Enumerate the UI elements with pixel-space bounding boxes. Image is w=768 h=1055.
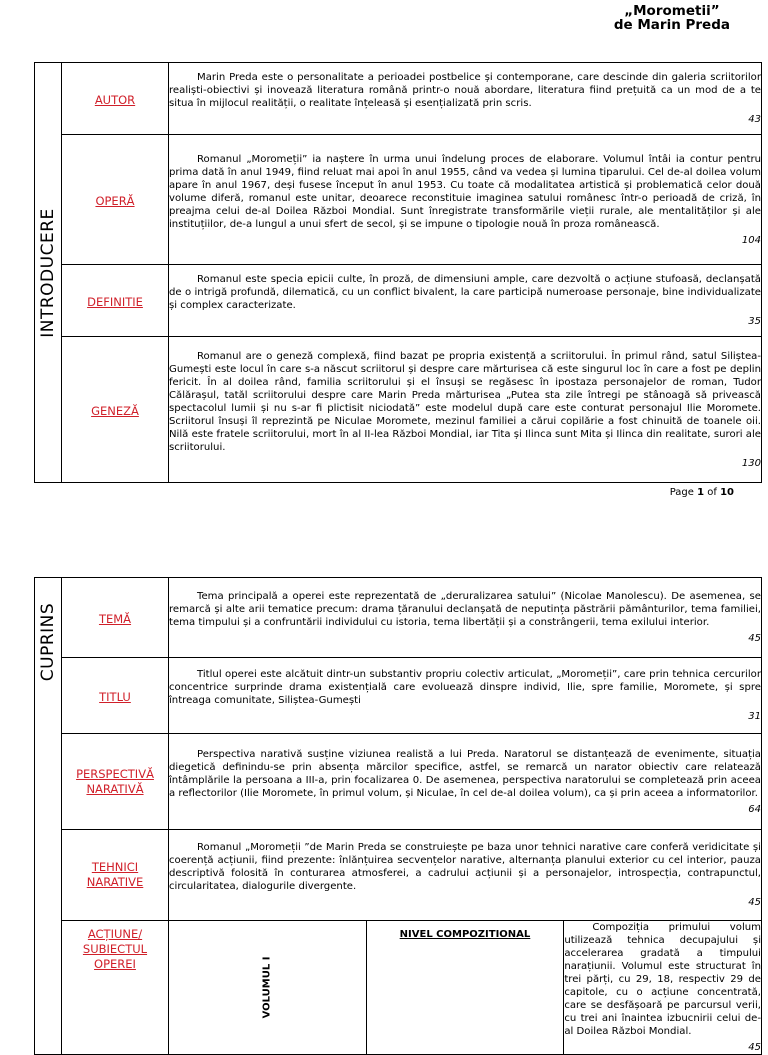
- row-label-cell: [62, 63, 169, 135]
- row-content: [169, 734, 762, 830]
- row-label[interactable]: ACȚIUNE/ SUBIECTUL OPEREI: [82, 927, 148, 971]
- row-label-cell: [62, 921, 169, 1055]
- row-label-cell: [62, 830, 169, 921]
- row-content: [169, 337, 762, 483]
- row-label[interactable]: DEFINITIE: [87, 295, 143, 309]
- side-label-introducere: INTRODUCERE: [38, 207, 59, 338]
- row-content: [169, 658, 762, 734]
- row-text: Romanul este specia epicii culte, în proză, de dimensiuni ample, care dezvoltă o acțiune stufoasă, declanșată de o intrigă profundă, dilematică, cu un conflict bivalent, la care participă numeroase personaje, bine individualizate și complex caracterizate.: [169, 274, 761, 311]
- row-label[interactable]: TEMĂ: [98, 612, 132, 626]
- row-text: Compoziția primului volum utilizează tehnica decupajului și accelerarea gradată a timpului narațiunii. Volumul este structurat în trei părți, cu 29, 18, respectiv 29 de capitole, cu o acțiune concentrată, care se desfășoară pe parcursul verii, cu trei ani înaintea izbucnirii celui de-al Doilea Război Mondial.: [564, 922, 761, 1037]
- word-count: 45: [748, 1042, 761, 1053]
- row-text: Tema principală a operei este reprezentată de „deruralizarea satului” (Nicolae Manolescu). De asemenea, se remarcă și alte arii tematice precum: drama țăranului declanșată de neputința păstrării pământurilor, tema familiei, tema timpului și a confruntării individului cu istoria, tema libertății și a constrângerii, tema exilului interior.: [169, 591, 761, 628]
- row-label-cell: [62, 658, 169, 734]
- row-label[interactable]: OPERĂ: [95, 194, 135, 208]
- word-count: 45: [748, 897, 761, 908]
- word-count: 64: [748, 803, 761, 815]
- row-content: [169, 135, 762, 265]
- document-title: [614, 4, 730, 32]
- level-cell: [366, 921, 564, 1055]
- row-label[interactable]: TITLU: [99, 690, 131, 704]
- volume-cell: [169, 921, 367, 1055]
- row-content: [169, 265, 762, 337]
- row-label-cell: [62, 578, 169, 658]
- side-column: [35, 578, 62, 1055]
- word-count: 35: [748, 316, 761, 327]
- row-text: Perspectiva narativă susține viziunea realistă a lui Preda. Naratorul se distanțează de evenimente, situația diegetică definindu-se prin absența mărcilor specifice, astfel, se remarcă un narator obiectiv care relatează întâmplările la persoana a III-a, prin focalizarea 0. De asemenea, perspectiva naratorului se completează prin aceea a reflectorilor (Ilie Moromete, în primul volum, și Niculae, în cel de-al doilea volum), ca și prin aceea a informatorilor.: [169, 748, 761, 799]
- row-label-cell: [62, 337, 169, 483]
- word-count: 104: [741, 234, 761, 246]
- row-label[interactable]: AUTOR: [94, 93, 136, 107]
- cuprins-table: [34, 577, 762, 1055]
- row-content: [564, 921, 762, 1055]
- level-label: NIVEL COMPOZITIONAL: [399, 929, 531, 940]
- row-content: [169, 578, 762, 658]
- word-count: 31: [748, 711, 761, 722]
- row-text: Romanul „Moromeții” ia naștere în urma unui îndelung proces de elaborare. Volumul întâi ia contur pentru prima dată în anul 1949, fiind reluat mai apoi în anul 1955, când va vedea și lumina tiparului. Cel de-al doilea volum apare în anul 1967, deși fusese început în anul 1953. Cu toate că modalitatea artistică și problematică celor două volume diferă, romanul este unitar, deoarece reconstituie imaginea satului românesc într-o perioadă de criză, în preajma celui de-al Doilea Război Mondial. Sunt înregistrate transformările vieții rurale, ale mentalităților și ale instituțiilor, de-a lungul a unui sfert de secol, și se impune o tipologie nouă în proza românească.: [169, 153, 761, 230]
- row-content: [169, 63, 762, 135]
- row-text: Romanul are o geneză complexă, fiind bazat pe propria existență a scriitorului. În primul rând, satul Siliștea-Gumești este locul în care s-a născut scriitorul și despre care mărturisea că este singurul loc în care a fost pe deplin fericit. În al doilea rând, familia scriitorului și el însuși se regăsesc în ipostaza personajelor de roman, Tudor Călărașul, tatăl scriitorului despre care Marin Preda mărturisea „Putea sta zile întregi pe stânoagă să privească spectacolul lumii și nu s-ar fi plictisit niciodată” este modelul după care este conturat personajul Ilie Moromete. Scriitorul însuși îl reprezintă pe Niculae Moromete, mezinul familiei a cărui copilărie a fost chinuită de toanele oii. Nilă este fratele scriitorului, mort în al II-lea Război Mondial, iar Tita și Ilinca sunt Mita și Ilinca din realitate, surori ale scriitorului.: [169, 350, 761, 453]
- row-label-cell: [62, 734, 169, 830]
- row-label-cell: [62, 265, 169, 337]
- row-text: Titlul operei este alcătuit dintr-un substantiv propriu colectiv articulat, „Moromeții”, care prin tehnica cercurilor concentrice surprinde drama existențială care evoluează dinspre individ, Ilie, spre familie, Moromete, și spre întreaga comunitate, Siliștea-Gumești: [169, 669, 761, 706]
- side-label-cuprins: CUPRINS: [38, 602, 58, 681]
- word-count: 45: [748, 633, 761, 644]
- side-column: [35, 63, 62, 483]
- word-count: 43: [748, 114, 761, 125]
- page-number: Page 1 of 10: [669, 487, 734, 498]
- word-count: 130: [741, 457, 761, 469]
- introducere-table: [34, 62, 762, 483]
- row-text: Marin Preda este o personalitate a perioadei postbelice și contemporane, care descinde din galeria scriitorilor realiști-obiectivi și inovează literatura română printr-o nouă abordare, literatura fiind prețuită ca un mod de a te situa în mijlocul realității, o realitate înțeleasă și esențializată prin scris.: [169, 72, 761, 109]
- row-content: [169, 830, 762, 921]
- row-label[interactable]: GENEZĂ: [91, 404, 139, 418]
- title-line-2: de Marin Preda: [613, 17, 730, 33]
- row-text: Romanul „Moromeții ”de Marin Preda se construiește pe baza unor tehnici narative care conferă veridicitate și coerență acțiunii, fiind prezente: înlănțuirea secvențelor narative, alternanța planului exterior cu cel interior, pauza descriptivă folosită în conturarea atmosferei, a cadrului acțiunii și a personajelor, introspecția, contrapunctul, circularitatea, dialogurile divergente.: [169, 842, 761, 892]
- row-label[interactable]: TEHNICI NARATIVE: [86, 860, 144, 889]
- row-label-cell: [62, 135, 169, 265]
- volume-label: VOLUMUL I: [261, 956, 273, 1019]
- row-label[interactable]: PERSPECTIVĂ NARATIVĂ: [76, 766, 154, 796]
- title-line-1: „Morometii”: [624, 3, 720, 19]
